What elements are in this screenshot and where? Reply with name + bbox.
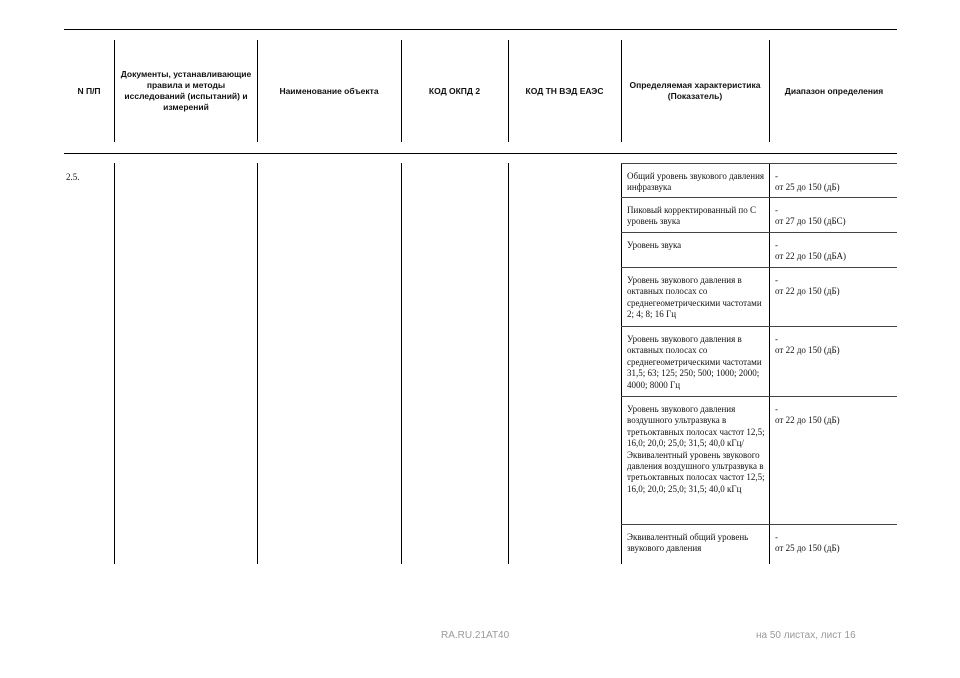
characteristic-cell: Уровень звука xyxy=(627,240,682,250)
characteristic-cell: Уровень звукового давления в октавных полосах со среднегеометрическими частотами 31,5; 63; 125; 250; 500; 1000; 2000; 4000; 8000 Гц xyxy=(627,334,762,390)
row-number: 2.5. xyxy=(66,172,80,182)
range-value: от 25 до 150 (дБ) xyxy=(775,182,840,193)
footer-page-info: на 50 листах, лист 16 xyxy=(756,630,856,641)
header-separator xyxy=(508,40,509,142)
characteristic-cell: Пиковый корректированный по С уровень звука xyxy=(627,205,756,227)
range-dash: - xyxy=(775,404,778,414)
body-separator xyxy=(401,163,402,564)
row-border xyxy=(621,267,897,268)
table-row xyxy=(621,197,897,232)
table-row xyxy=(621,326,897,396)
range-dash: - xyxy=(775,334,778,344)
table-top-border xyxy=(64,29,897,30)
range-dash: - xyxy=(775,240,778,250)
row-border xyxy=(621,163,897,164)
header-bottom-border xyxy=(64,153,897,154)
row-border xyxy=(621,524,897,525)
header-separator xyxy=(114,40,115,142)
table-row xyxy=(621,232,897,267)
range-value: от 25 до 150 (дБ) xyxy=(775,543,840,554)
range-cell xyxy=(775,532,895,555)
header-col-tnved: КОД ТН ВЭД ЕАЭС xyxy=(525,85,604,96)
header-col-object: Наименование объекта xyxy=(279,85,379,96)
characteristic-cell: Общий уровень звукового давления инфразвука xyxy=(627,171,765,193)
header-col-okpd: КОД ОКПД 2 xyxy=(428,85,481,96)
range-cell xyxy=(775,240,895,263)
characteristic-cell: Уровень звукового давления в октавных полосах со среднегеометрическими частотами 2; 4; 8; 16 Гц xyxy=(627,275,762,320)
range-cell xyxy=(775,404,895,427)
range-dash: - xyxy=(775,171,778,181)
header-separator xyxy=(621,40,622,142)
range-dash: - xyxy=(775,205,778,215)
header-separator xyxy=(401,40,402,142)
range-value: от 22 до 150 (дБ) xyxy=(775,286,840,297)
range-cell xyxy=(775,275,895,298)
header-separator xyxy=(769,40,770,142)
range-dash: - xyxy=(775,532,778,542)
range-value: от 22 до 150 (дБА) xyxy=(775,251,847,262)
characteristic-cell: Уровень звукового давления воздушного ультразвука в третьоктавных полосах частот 12,5; 16,0; 20,0; 25,0; 31,5; 40,0 кГц/Эквивалентный уровень звукового давления воздушного ультразвука в третьоктавных полосах частот 12,5; 16,0; 20,0; 25,0; 31,5; 40,0 кГц xyxy=(627,404,765,494)
body-separator xyxy=(508,163,509,564)
range-cell xyxy=(775,205,895,228)
row-border xyxy=(621,396,897,397)
range-value: от 22 до 150 (дБ) xyxy=(775,345,840,356)
body-separator xyxy=(114,163,115,564)
table-row xyxy=(621,267,897,326)
range-cell xyxy=(775,334,895,357)
header-col-num: N П/П xyxy=(77,85,101,96)
row-border xyxy=(621,197,897,198)
footer-document-code: RA.RU.21AT40 xyxy=(441,630,510,641)
range-value: от 27 до 150 (дБС) xyxy=(775,216,846,227)
row-border xyxy=(621,232,897,233)
header-col-docs: Документы, устанавливающие правила и методы исследований (испытаний) и измерений xyxy=(120,69,252,112)
header-separator xyxy=(257,40,258,142)
range-dash: - xyxy=(775,275,778,285)
header-col-range: Диапазон определения xyxy=(784,85,884,96)
characteristic-cell: Эквивалентный общий уровень звукового давления xyxy=(627,532,749,554)
table-row xyxy=(621,524,897,564)
header-col-characteristic: Определяемая характеристика (Показатель) xyxy=(629,80,761,101)
body-separator xyxy=(257,163,258,564)
range-cell xyxy=(775,171,895,194)
table-row xyxy=(621,163,897,197)
table-row xyxy=(621,396,897,524)
row-border xyxy=(621,326,897,327)
range-value: от 22 до 150 (дБ) xyxy=(775,415,840,426)
